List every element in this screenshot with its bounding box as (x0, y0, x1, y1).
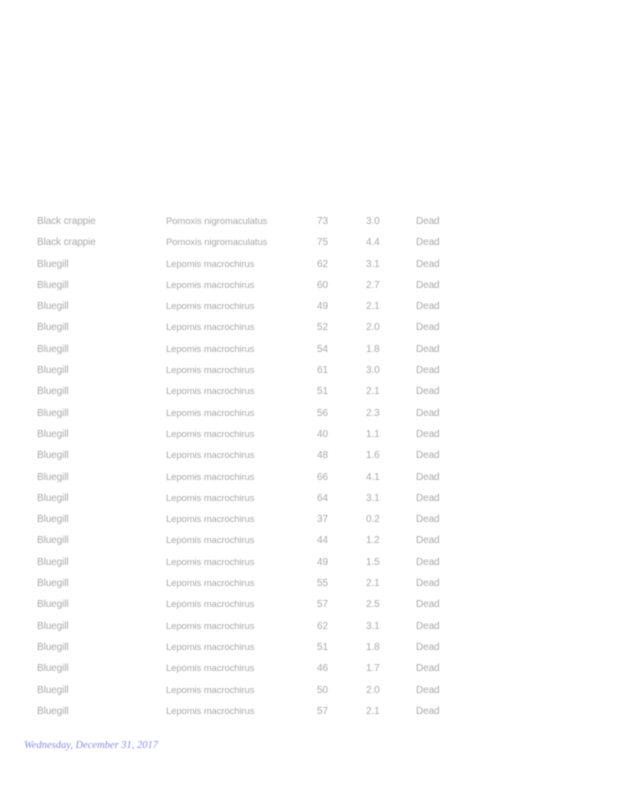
weight-cell: 1.5 (366, 556, 380, 568)
common-name-cell: Bluegill (37, 450, 69, 462)
table-row (0, 554, 618, 575)
status-cell: Dead (416, 343, 440, 355)
table-row (0, 511, 618, 532)
scientific-name-cell: Lepomis macrochirus (166, 578, 255, 590)
weight-cell: 1.2 (366, 535, 380, 547)
weight-cell: 2.7 (366, 279, 380, 291)
status-cell: Dead (416, 216, 440, 227)
table-row (0, 405, 618, 426)
length-cell: 57 (317, 599, 328, 611)
weight-cell: 4.1 (366, 471, 380, 483)
weight-cell: 2.3 (366, 407, 380, 419)
length-cell: 75 (317, 237, 328, 249)
status-cell: Dead (416, 471, 440, 483)
table-row (0, 319, 618, 340)
length-cell: 52 (317, 322, 328, 334)
length-cell: 51 (317, 386, 328, 398)
weight-cell: 2.0 (366, 322, 380, 334)
status-cell: Dead (416, 301, 440, 313)
common-name-cell: Bluegill (37, 705, 69, 717)
length-cell: 44 (317, 535, 328, 547)
common-name-cell: Bluegill (37, 535, 69, 547)
status-cell: Dead (416, 535, 440, 547)
weight-cell: 1.6 (366, 450, 380, 462)
weight-cell: 3.1 (366, 258, 380, 270)
common-name-cell: Bluegill (37, 322, 69, 334)
weight-cell: 2.0 (366, 684, 380, 696)
table-row (0, 256, 618, 277)
scientific-name-cell: Lepomis macrochirus (166, 322, 255, 334)
length-cell: 51 (317, 641, 328, 653)
common-name-cell: Bluegill (37, 258, 69, 270)
scientific-name-cell: Lepomis macrochirus (166, 492, 255, 504)
scientific-name-cell: Lepomis macrochirus (166, 641, 255, 653)
status-cell: Dead (416, 663, 440, 675)
length-cell: 62 (317, 258, 328, 270)
scientific-name-cell: Lepomis macrochirus (166, 428, 255, 440)
status-cell: Dead (416, 258, 440, 270)
common-name-cell: Black crappie (37, 237, 96, 249)
common-name-cell: Bluegill (37, 471, 69, 483)
scientific-name-cell: Lepomis macrochirus (166, 365, 255, 377)
table-row (0, 447, 618, 468)
common-name-cell: Bluegill (37, 663, 69, 675)
weight-cell: 2.1 (366, 301, 380, 313)
weight-cell: 2.1 (366, 386, 380, 398)
table-row (0, 469, 618, 490)
status-cell: Dead (416, 578, 440, 590)
scientific-name-cell: Lepomis macrochirus (166, 450, 255, 462)
status-cell: Dead (416, 492, 440, 504)
common-name-cell: Bluegill (37, 641, 69, 653)
weight-cell: 2.1 (366, 705, 380, 717)
weight-cell: 3.0 (366, 365, 380, 377)
weight-cell: 3.1 (366, 492, 380, 504)
length-cell: 64 (317, 492, 328, 504)
table-row (0, 596, 618, 617)
length-cell: 49 (317, 556, 328, 568)
table-row (0, 426, 618, 447)
scientific-name-cell: Lepomis macrochirus (166, 514, 255, 526)
length-cell: 54 (317, 343, 328, 355)
scientific-name-cell: Lepomis macrochirus (166, 386, 255, 398)
status-cell: Dead (416, 279, 440, 291)
weight-cell: 2.5 (366, 599, 380, 611)
table-row (0, 298, 618, 319)
scientific-name-cell: Lepomis macrochirus (166, 535, 255, 547)
status-cell: Dead (416, 641, 440, 653)
scientific-name-cell: Lepomis macrochirus (166, 301, 255, 313)
table-row (0, 532, 618, 553)
weight-cell: 3.1 (366, 620, 380, 632)
common-name-cell: Bluegill (37, 428, 69, 440)
status-cell: Dead (416, 620, 440, 632)
common-name-cell: Bluegill (37, 514, 69, 526)
fish-catch-table (0, 213, 618, 724)
scientific-name-cell: Lepomis macrochirus (166, 556, 255, 568)
table-row (0, 575, 618, 596)
length-cell: 46 (317, 663, 328, 675)
scientific-name-cell: Lepomis macrochirus (166, 599, 255, 611)
status-cell: Dead (416, 386, 440, 398)
length-cell: 61 (317, 365, 328, 377)
scientific-name-cell: Pomoxis nigromaculatus (166, 216, 268, 227)
status-cell: Dead (416, 428, 440, 440)
common-name-cell: Bluegill (37, 279, 69, 291)
table-row (0, 490, 618, 511)
length-cell: 49 (317, 301, 328, 313)
scientific-name-cell: Lepomis macrochirus (166, 620, 255, 632)
status-cell: Dead (416, 514, 440, 526)
table-row (0, 660, 618, 681)
weight-cell: 1.7 (366, 663, 380, 675)
scientific-name-cell: Pomoxis nigromaculatus (166, 237, 268, 249)
length-cell: 55 (317, 578, 328, 590)
weight-cell: 1.8 (366, 343, 380, 355)
weight-cell: 0.2 (366, 514, 380, 526)
scientific-name-cell: Lepomis macrochirus (166, 684, 255, 696)
length-cell: 62 (317, 620, 328, 632)
scientific-name-cell: Lepomis macrochirus (166, 663, 255, 675)
table-row (0, 341, 618, 362)
table-row (0, 383, 618, 404)
length-cell: 40 (317, 428, 328, 440)
status-cell: Dead (416, 322, 440, 334)
table-row (0, 213, 618, 234)
length-cell: 50 (317, 684, 328, 696)
weight-cell: 4.4 (366, 237, 380, 249)
status-cell: Dead (416, 450, 440, 462)
length-cell: 48 (317, 450, 328, 462)
weight-cell: 3.0 (366, 216, 380, 227)
length-cell: 37 (317, 514, 328, 526)
status-cell: Dead (416, 237, 440, 249)
common-name-cell: Bluegill (37, 365, 69, 377)
status-cell: Dead (416, 556, 440, 568)
scientific-name-cell: Lepomis macrochirus (166, 279, 255, 291)
weight-cell: 1.8 (366, 641, 380, 653)
common-name-cell: Bluegill (37, 578, 69, 590)
common-name-cell: Bluegill (37, 343, 69, 355)
common-name-cell: Bluegill (37, 684, 69, 696)
length-cell: 60 (317, 279, 328, 291)
common-name-cell: Bluegill (37, 620, 69, 632)
common-name-cell: Bluegill (37, 407, 69, 419)
status-cell: Dead (416, 684, 440, 696)
scientific-name-cell: Lepomis macrochirus (166, 705, 255, 717)
scientific-name-cell: Lepomis macrochirus (166, 407, 255, 419)
length-cell: 73 (317, 216, 328, 227)
common-name-cell: Bluegill (37, 556, 69, 568)
scientific-name-cell: Lepomis macrochirus (166, 471, 255, 483)
common-name-cell: Black crappie (37, 216, 96, 227)
scientific-name-cell: Lepomis macrochirus (166, 258, 255, 270)
table-row (0, 639, 618, 660)
table-row (0, 618, 618, 639)
status-cell: Dead (416, 599, 440, 611)
weight-cell: 2.1 (366, 578, 380, 590)
table-row (0, 277, 618, 298)
scientific-name-cell: Lepomis macrochirus (166, 343, 255, 355)
status-cell: Dead (416, 365, 440, 377)
table-row (0, 682, 618, 703)
common-name-cell: Bluegill (37, 599, 69, 611)
table-row (0, 703, 618, 724)
weight-cell: 1.1 (366, 428, 380, 440)
length-cell: 66 (317, 471, 328, 483)
common-name-cell: Bluegill (37, 301, 69, 313)
length-cell: 56 (317, 407, 328, 419)
table-row (0, 362, 618, 383)
status-cell: Dead (416, 705, 440, 717)
footer-date: Wednesday, December 31, 2017 (24, 740, 159, 751)
length-cell: 57 (317, 705, 328, 717)
status-cell: Dead (416, 407, 440, 419)
common-name-cell: Bluegill (37, 492, 69, 504)
common-name-cell: Bluegill (37, 386, 69, 398)
table-row (0, 234, 618, 255)
